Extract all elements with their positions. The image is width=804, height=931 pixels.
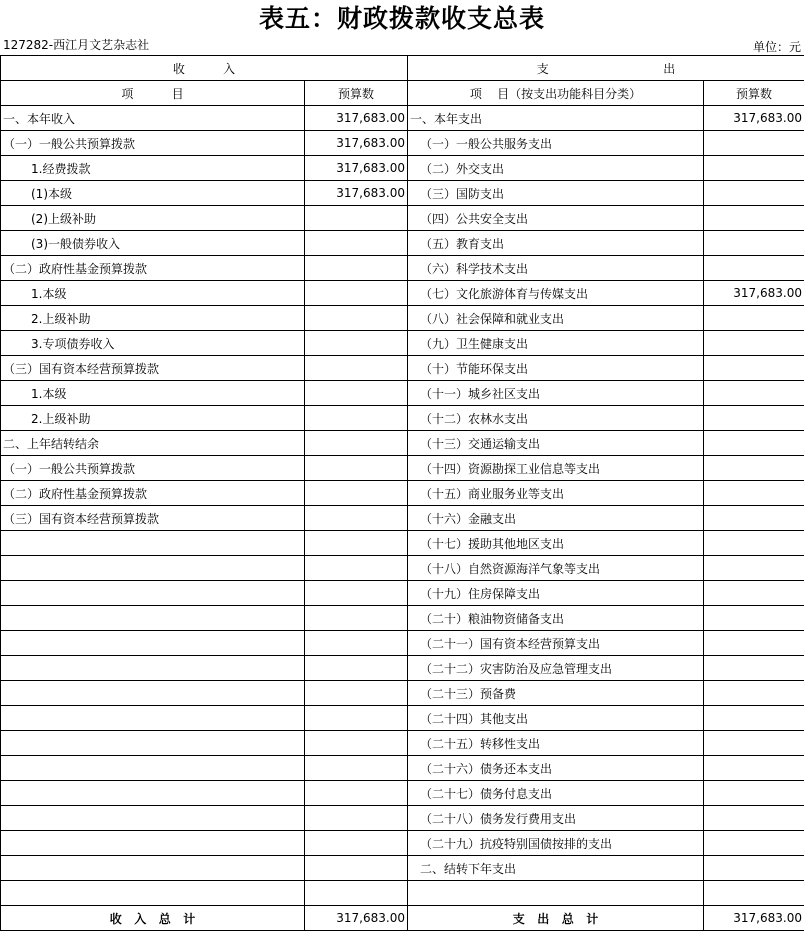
income-budget-cell (305, 431, 408, 456)
table-row (1, 331, 804, 356)
totals-row (1, 906, 804, 931)
table-row (1, 506, 804, 531)
income-item-cell: （三）国有资本经营预算拨款 (1, 506, 305, 531)
expense-item-cell: （九）卫生健康支出 (408, 331, 704, 356)
expense-budget-cell (704, 681, 804, 706)
expense-item-cell: （二十）粮油物资储备支出 (408, 606, 704, 631)
expense-budget-cell (704, 831, 804, 856)
report-title: 表五：财政拨款收支总表 (0, 2, 804, 36)
income-budget-cell (305, 781, 408, 806)
table-row (1, 281, 804, 306)
income-budget-cell (305, 356, 408, 381)
income-item-cell: 1.经费拨款 (1, 156, 305, 181)
table-row (1, 406, 804, 431)
income-budget-cell (305, 231, 408, 256)
table-row (1, 631, 804, 656)
income-budget-cell (305, 456, 408, 481)
table-row (1, 556, 804, 581)
expense-budget-cell (704, 756, 804, 781)
table-row (1, 231, 804, 256)
income-item-cell (1, 581, 305, 606)
income-budget-cell: 317,683.00 (305, 156, 408, 181)
table-row (1, 856, 804, 881)
table-row (1, 481, 804, 506)
expense-item-cell: （七）文化旅游体育与传媒支出 (408, 281, 704, 306)
expense-item-cell: （八）社会保障和就业支出 (408, 306, 704, 331)
table-row (1, 306, 804, 331)
expense-item-cell: 二、结转下年支出 (408, 856, 704, 881)
income-item-cell: 二、上年结转结余 (1, 431, 305, 456)
expense-budget-cell (704, 456, 804, 481)
table-row (1, 731, 804, 756)
income-budget-cell (305, 656, 408, 681)
expense-item-cell: （二十二）灾害防治及应急管理支出 (408, 656, 704, 681)
income-item-cell: 1.本级 (1, 281, 305, 306)
expense-item-cell: （三）国防支出 (408, 181, 704, 206)
income-item-cell (1, 681, 305, 706)
income-item-cell (1, 756, 305, 781)
income-item-cell: 2.上级补助 (1, 306, 305, 331)
income-item-cell (1, 556, 305, 581)
income-item-cell: （二）政府性基金预算拨款 (1, 256, 305, 281)
income-item-cell: （一）一般公共预算拨款 (1, 131, 305, 156)
income-item-cell (1, 806, 305, 831)
income-budget-cell (305, 681, 408, 706)
expense-item-cell: （四）公共安全支出 (408, 206, 704, 231)
table-row (1, 106, 804, 131)
expense-item-cell: （二十九）抗疫特别国债按排的支出 (408, 831, 704, 856)
income-budget-cell (305, 706, 408, 731)
income-budget-cell (305, 756, 408, 781)
header-row-sections (1, 56, 804, 81)
income-item-cell: （三）国有资本经营预算拨款 (1, 356, 305, 381)
expense-budget-cell: 317,683.00 (704, 106, 804, 131)
income-item-cell: 2.上级补助 (1, 406, 305, 431)
income-budget-cell (305, 406, 408, 431)
income-budget-cell (305, 306, 408, 331)
expense-item-cell: （十八）自然资源海洋气象等支出 (408, 556, 704, 581)
expense-item-cell: （十五）商业服务业等支出 (408, 481, 704, 506)
income-budget-cell: 317,683.00 (305, 106, 408, 131)
income-budget-cell (305, 731, 408, 756)
expense-budget-cell (704, 881, 804, 906)
expense-budget-cell (704, 231, 804, 256)
income-budget-cell (305, 581, 408, 606)
expense-item-cell: （二十三）预备费 (408, 681, 704, 706)
income-item-cell: 一、本年收入 (1, 106, 305, 131)
table-row (1, 581, 804, 606)
table-row (1, 831, 804, 856)
expense-total-label: 支 出 总 计 (408, 906, 704, 931)
income-item-cell: (2)上级补助 (1, 206, 305, 231)
income-item-cell (1, 781, 305, 806)
expense-budget-cell (704, 131, 804, 156)
expense-budget-cell (704, 856, 804, 881)
expense-item-cell: （十六）金融支出 (408, 506, 704, 531)
expense-budget-cell (704, 406, 804, 431)
expense-item-cell: （二十五）转移性支出 (408, 731, 704, 756)
income-budget-cell (305, 856, 408, 881)
income-item-cell: (1)本级 (1, 181, 305, 206)
table-row (1, 156, 804, 181)
income-budget-cell (305, 206, 408, 231)
expense-budget-cell (704, 806, 804, 831)
table-row (1, 206, 804, 231)
expense-budget-cell (704, 356, 804, 381)
income-budget-cell (305, 531, 408, 556)
expense-item-cell: （十七）援助其他地区支出 (408, 531, 704, 556)
expense-budget-cell (704, 606, 804, 631)
income-total-label: 收 入 总 计 (1, 906, 305, 931)
income-item-cell (1, 656, 305, 681)
expense-item-header: 项 目（按支出功能科目分类） (408, 81, 704, 106)
income-item-cell (1, 731, 305, 756)
income-budget-cell (305, 631, 408, 656)
table-row (1, 606, 804, 631)
expense-item-cell: （二十六）债务还本支出 (408, 756, 704, 781)
expense-budget-cell (704, 581, 804, 606)
expense-budget-cell (704, 256, 804, 281)
table-row (1, 456, 804, 481)
income-total-value: 317,683.00 (305, 906, 408, 931)
expense-budget-cell (704, 181, 804, 206)
table-row (1, 881, 804, 906)
expense-budget-cell (704, 431, 804, 456)
income-budget-cell (305, 556, 408, 581)
expense-budget-cell (704, 381, 804, 406)
expense-item-cell: （一）一般公共服务支出 (408, 131, 704, 156)
expense-budget-cell (704, 156, 804, 181)
income-item-cell (1, 706, 305, 731)
expense-item-cell: （十四）资源勘探工业信息等支出 (408, 456, 704, 481)
income-budget-cell (305, 381, 408, 406)
table-row (1, 431, 804, 456)
expense-budget-cell (704, 631, 804, 656)
expense-item-cell: （二十一）国有资本经营预算支出 (408, 631, 704, 656)
income-budget-cell: 317,683.00 (305, 181, 408, 206)
expense-budget-cell (704, 331, 804, 356)
expense-item-cell: （五）教育支出 (408, 231, 704, 256)
income-budget-cell (305, 806, 408, 831)
expense-budget-cell (704, 556, 804, 581)
expense-budget-cell (704, 506, 804, 531)
income-budget-cell (305, 881, 408, 906)
income-budget-header: 预算数 (305, 81, 408, 106)
expense-total-value: 317,683.00 (704, 906, 804, 931)
expense-section-header: 支 出 (408, 56, 804, 81)
income-budget-cell (305, 606, 408, 631)
table-row (1, 806, 804, 831)
expense-budget-cell (704, 306, 804, 331)
table-row (1, 256, 804, 281)
header-row-columns (1, 81, 804, 106)
expense-item-cell: （二十七）债务付息支出 (408, 781, 704, 806)
table-row (1, 381, 804, 406)
expense-budget-cell (704, 531, 804, 556)
expense-budget-cell: 317,683.00 (704, 281, 804, 306)
income-item-cell (1, 631, 305, 656)
currency-unit-label: 单位：元 (753, 39, 801, 55)
expense-budget-cell (704, 656, 804, 681)
table-row (1, 181, 804, 206)
unit-code: 127282-西江月文艺杂志社 (3, 37, 149, 53)
table-body (1, 106, 804, 906)
expense-item-cell: （六）科学技术支出 (408, 256, 704, 281)
expense-budget-cell (704, 706, 804, 731)
expense-item-cell (408, 881, 704, 906)
expense-item-cell: （二十四）其他支出 (408, 706, 704, 731)
income-item-cell (1, 531, 305, 556)
table-row (1, 356, 804, 381)
income-item-cell: (3)一般债券收入 (1, 231, 305, 256)
expense-item-cell: （十一）城乡社区支出 (408, 381, 704, 406)
table-row (1, 706, 804, 731)
income-item-cell (1, 881, 305, 906)
expense-budget-cell (704, 206, 804, 231)
income-budget-cell: 317,683.00 (305, 131, 408, 156)
expense-item-cell: （十九）住房保障支出 (408, 581, 704, 606)
expense-item-cell: （十二）农林水支出 (408, 406, 704, 431)
income-item-cell: 3.专项债券收入 (1, 331, 305, 356)
table-row (1, 781, 804, 806)
income-item-header: 项 目 (1, 81, 305, 106)
income-item-cell (1, 856, 305, 881)
income-item-cell: 1.本级 (1, 381, 305, 406)
income-item-cell: （一）一般公共预算拨款 (1, 456, 305, 481)
income-budget-cell (305, 481, 408, 506)
expense-budget-cell (704, 781, 804, 806)
income-section-header: 收 入 (1, 56, 408, 81)
budget-summary-table (0, 55, 804, 931)
expense-budget-header: 预算数 (704, 81, 804, 106)
expense-item-cell: （十）节能环保支出 (408, 356, 704, 381)
income-budget-cell (305, 506, 408, 531)
expense-budget-cell (704, 481, 804, 506)
table-row (1, 531, 804, 556)
income-budget-cell (305, 281, 408, 306)
table-row (1, 656, 804, 681)
table-row (1, 131, 804, 156)
income-item-cell: （二）政府性基金预算拨款 (1, 481, 305, 506)
income-item-cell (1, 831, 305, 856)
expense-item-cell: （二十八）债务发行费用支出 (408, 806, 704, 831)
income-budget-cell (305, 331, 408, 356)
expense-item-cell: （十三）交通运输支出 (408, 431, 704, 456)
expense-item-cell: 一、本年支出 (408, 106, 704, 131)
income-budget-cell (305, 256, 408, 281)
income-item-cell (1, 606, 305, 631)
table-row (1, 681, 804, 706)
income-budget-cell (305, 831, 408, 856)
expense-item-cell: （二）外交支出 (408, 156, 704, 181)
table-row (1, 756, 804, 781)
expense-budget-cell (704, 731, 804, 756)
